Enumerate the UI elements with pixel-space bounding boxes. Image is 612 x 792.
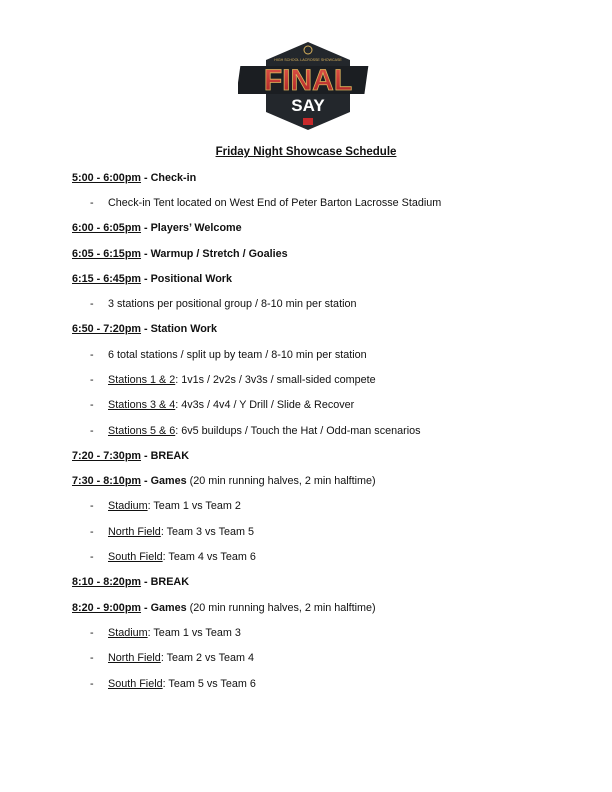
schedule-heading: 7:20 - 7:30pm - BREAK <box>72 450 190 462</box>
logo-graphic <box>238 40 378 132</box>
schedule-bullet: - North Field: Team 3 vs Team 5 <box>90 526 255 538</box>
schedule-heading: 5:00 - 6:00pm - Check-in <box>72 172 197 184</box>
logo-word-final: FINAL <box>263 64 353 97</box>
schedule-heading: 6:05 - 6:15pm - Warmup / Stretch / Goalies <box>72 248 288 260</box>
logo-badge <box>303 118 313 125</box>
schedule-bullet: - Stadium: Team 1 vs Team 2 <box>90 500 241 512</box>
schedule-heading: 8:20 - 9:00pm - Games (20 min running halves, 2 min halftime) <box>72 602 376 614</box>
schedule-bullet: - Stations 5 & 6: 6v5 buildups / Touch the Hat / Odd-man scenarios <box>90 425 421 437</box>
schedule-heading: 6:15 - 6:45pm - Positional Work <box>72 273 232 285</box>
schedule-heading: 6:50 - 7:20pm - Station Work <box>72 323 217 335</box>
page-title: Friday Night Showcase Schedule <box>215 146 397 158</box>
schedule-bullet: - 3 stations per positional group / 8-10 min per station <box>90 298 357 310</box>
schedule-bullet: - South Field: Team 5 vs Team 6 <box>90 678 256 690</box>
schedule-bullet: - Stations 3 & 4: 4v3s / 4v4 / Y Drill / Slide & Recover <box>90 399 355 411</box>
schedule-bullet: - Check-in Tent located on West End of Peter Barton Lacrosse Stadium <box>90 197 442 209</box>
final-say-logo <box>238 40 378 132</box>
schedule-heading: 8:10 - 8:20pm - BREAK <box>72 576 190 588</box>
schedule-heading: 7:30 - 8:10pm - Games (20 min running halves, 2 min halftime) <box>72 475 376 487</box>
schedule-bullet: - North Field: Team 2 vs Team 4 <box>90 652 255 664</box>
logo-word-say: SAY <box>291 96 325 115</box>
schedule-bullet: - Stadium: Team 1 vs Team 3 <box>90 627 241 639</box>
schedule-bullet: - 6 total stations / split up by team / 8-10 min per station <box>90 349 367 361</box>
logo-tagline: HIGH SCHOOL LACROSSE SHOWCASE <box>274 58 342 62</box>
schedule-bullet: - South Field: Team 4 vs Team 6 <box>90 551 256 563</box>
schedule-heading: 6:00 - 6:05pm - Players’ Welcome <box>72 222 242 234</box>
schedule-bullet: - Stations 1 & 2: 1v1s / 2v2s / 3v3s / small-sided compete <box>90 374 376 386</box>
